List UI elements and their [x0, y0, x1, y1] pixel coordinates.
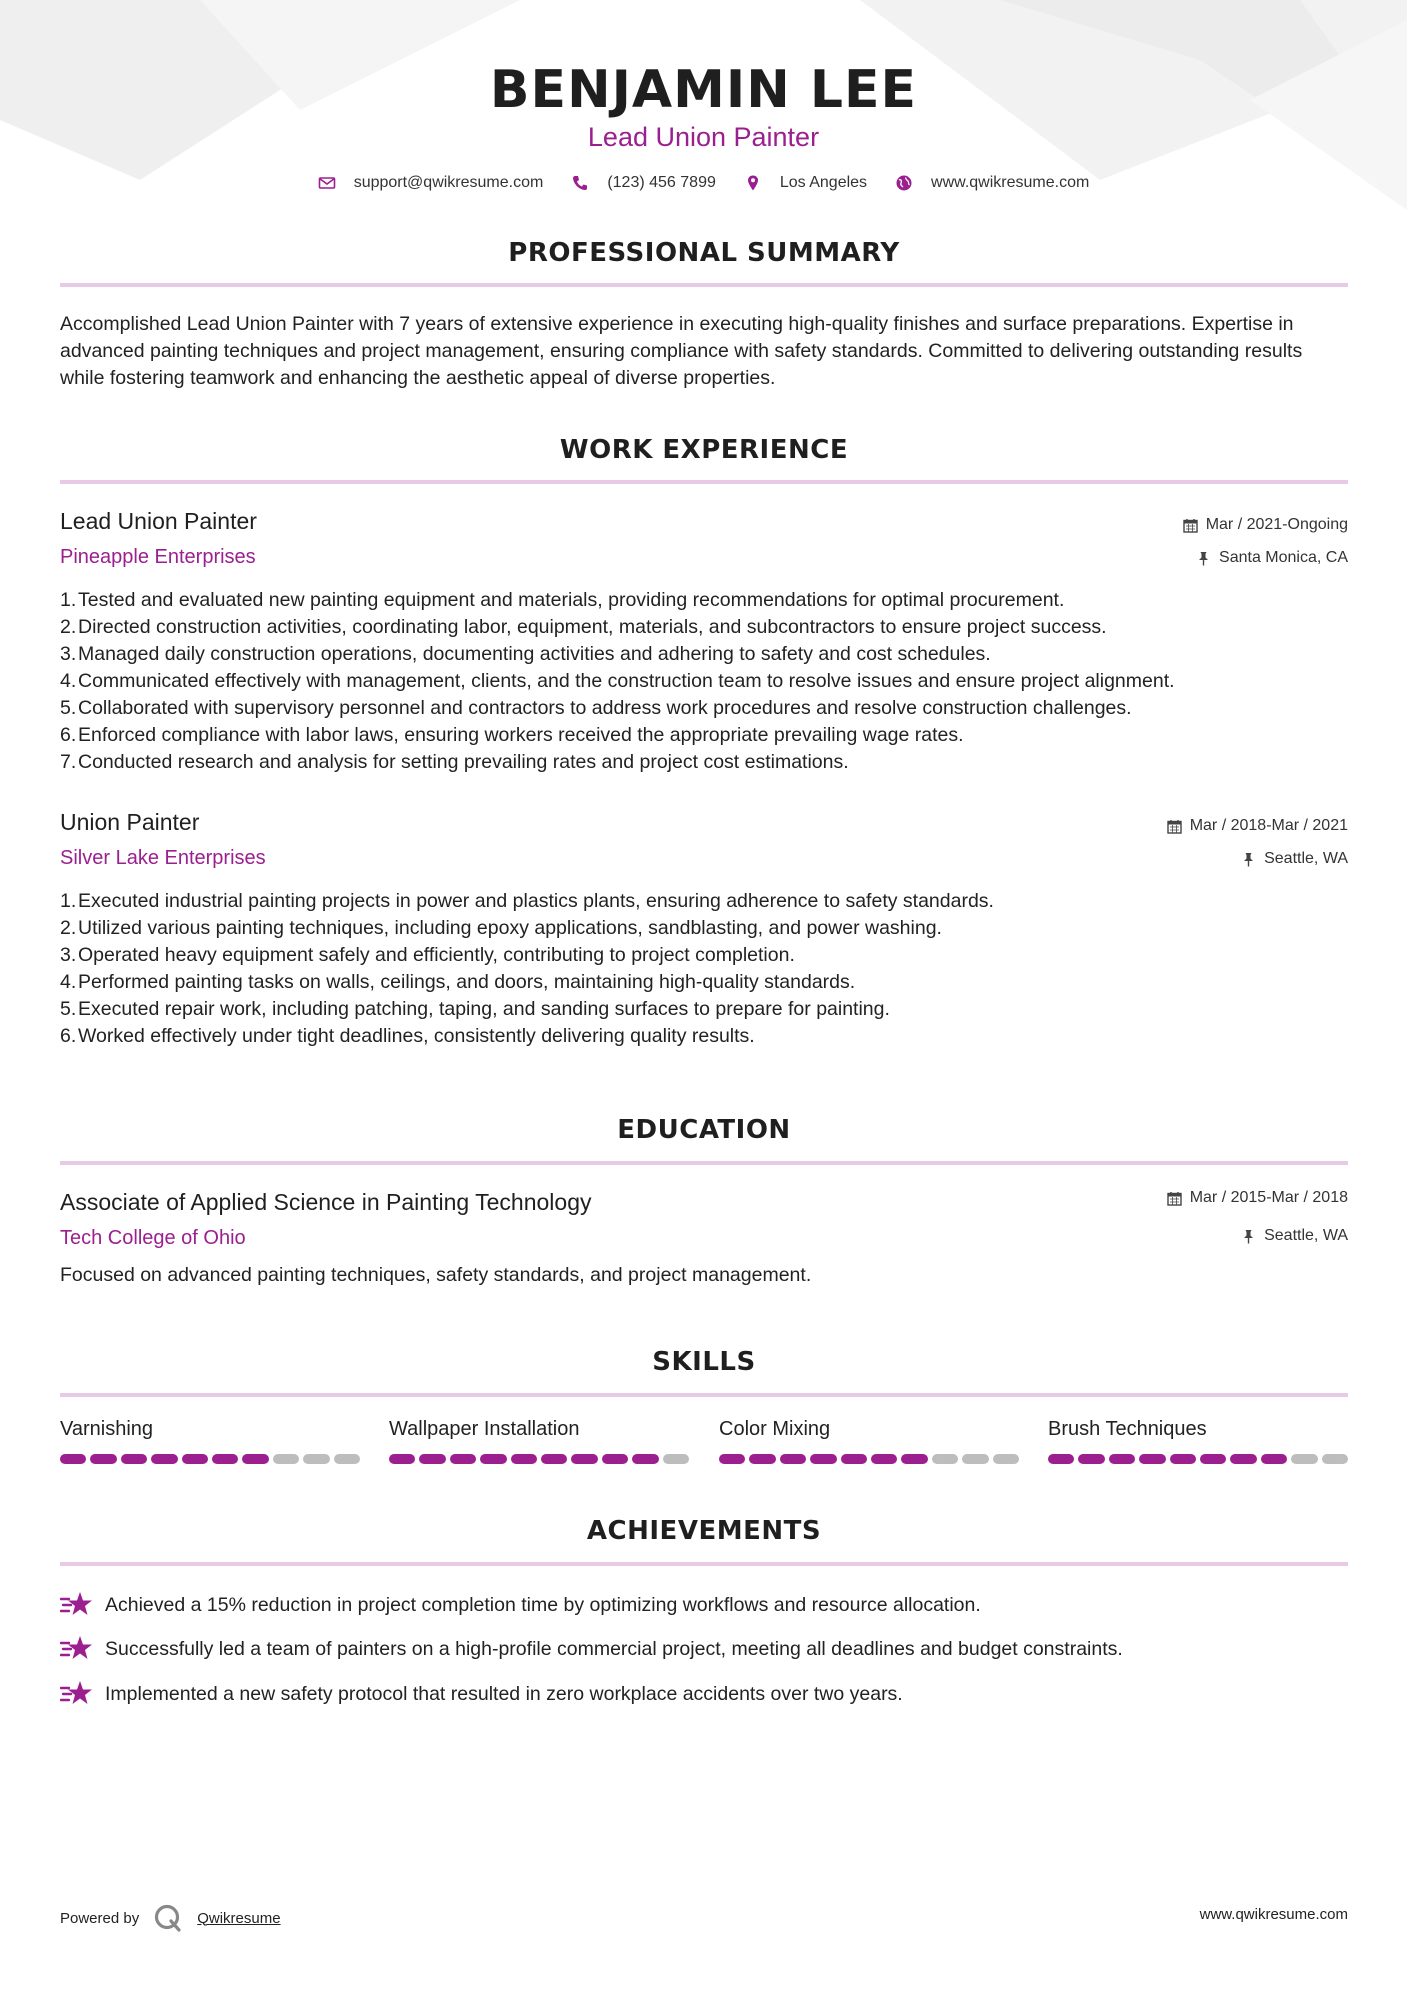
skill-level-segment-filled: [541, 1454, 567, 1464]
skill-level-segment-filled: [151, 1454, 177, 1464]
education-location-text: Seattle, WA: [1264, 1227, 1348, 1244]
skill-item: [719, 1418, 1019, 1464]
pushpin-icon: [1241, 852, 1256, 867]
list-item: 2. Utilized various painting techniques, including epoxy applications, sandblasting, and power washing.: [60, 917, 942, 939]
education-description: Focused on advanced painting techniques, safety standards, and project management.: [60, 1264, 812, 1286]
skill-name: Varnishing: [60, 1418, 154, 1440]
skill-item: [1048, 1418, 1348, 1464]
skill-level-segment-empty: [334, 1454, 360, 1464]
skill-level-segment-empty: [932, 1454, 958, 1464]
skill-level-segment-empty: [1322, 1454, 1348, 1464]
calendar-icon: [1167, 819, 1182, 834]
list-item: 7. Conducted research and analysis for setting prevailing rates and project cost estimations.: [60, 751, 849, 773]
contact-phone[interactable]: [571, 174, 716, 192]
skill-level-segment-filled: [450, 1454, 476, 1464]
skill-level-segment-filled: [182, 1454, 208, 1464]
contact-bar: [0, 174, 1407, 192]
achievement-item: [60, 1590, 981, 1620]
list-item: 3. Managed daily construction operations, documenting activities and adhering to safety and cost schedules.: [60, 643, 991, 665]
skill-level-meter: [719, 1454, 1019, 1464]
job-duties-list: [60, 888, 1350, 1050]
education-heading: EDUCATION: [617, 1115, 791, 1145]
education-location: [1241, 1227, 1348, 1245]
skill-level-segment-empty: [1291, 1454, 1317, 1464]
skill-level-meter: [389, 1454, 689, 1464]
skill-level-segment-empty: [993, 1454, 1019, 1464]
job-dates-text: Mar / 2021-Ongoing: [1205, 516, 1348, 533]
school-name: Tech College of Ohio: [60, 1227, 246, 1249]
phone-icon: [571, 174, 589, 192]
pushpin-icon: [1241, 1229, 1256, 1244]
education-divider: [60, 1161, 1348, 1165]
candidate-role: Lead Union Painter: [587, 122, 820, 152]
skills-heading: SKILLS: [652, 1347, 756, 1377]
skill-level-segment-filled: [571, 1454, 597, 1464]
job-company: Silver Lake Enterprises: [60, 847, 266, 869]
skill-level-segment-filled: [1139, 1454, 1165, 1464]
skill-level-segment-filled: [1261, 1454, 1287, 1464]
skill-level-segment-filled: [90, 1454, 116, 1464]
summary-heading: PROFESSIONAL SUMMARY: [508, 238, 900, 268]
contact-website[interactable]: [895, 174, 1089, 192]
job-company: Pineapple Enterprises: [60, 546, 256, 568]
skill-level-segment-filled: [901, 1454, 927, 1464]
summary-divider: [60, 283, 1348, 287]
skill-level-segment-filled: [511, 1454, 537, 1464]
skill-level-segment-filled: [1200, 1454, 1226, 1464]
globe-icon: [895, 174, 913, 192]
contact-email-text: support@qwikresume.com: [353, 174, 544, 191]
list-item: 3. Operated heavy equipment safely and efficiently, contributing to project completion.: [60, 944, 795, 966]
star-icon: [60, 1590, 94, 1620]
list-item: 2. Directed construction activities, coordinating labor, equipment, materials, and subcontractors to ensure project success.: [60, 616, 1107, 638]
summary-text: Accomplished Lead Union Painter with 7 years of extensive experience in executing high-quality finishes and surface preparations. Expertise in advanced painting techniques and project management, ensuring compliance with safety standards. Committed to delivering outstanding results while fostering teamwork and enhancing the aesthetic appeal of diverse properties.: [60, 313, 1303, 389]
skill-level-segment-filled: [1230, 1454, 1256, 1464]
education-dates-text: Mar / 2015-Mar / 2018: [1189, 1189, 1348, 1206]
experience-divider: [60, 480, 1348, 484]
map-marker-icon: [744, 174, 762, 192]
skill-name: Brush Techniques: [1048, 1418, 1207, 1440]
skill-level-segment-filled: [212, 1454, 238, 1464]
job-title: Lead Union Painter: [60, 508, 257, 534]
skill-level-segment-empty: [303, 1454, 329, 1464]
skill-level-segment-empty: [273, 1454, 299, 1464]
education-dates: [1167, 1189, 1348, 1207]
skill-level-segment-filled: [242, 1454, 268, 1464]
skill-level-segment-filled: [60, 1454, 86, 1464]
contact-location: [744, 174, 867, 192]
skill-level-segment-filled: [1078, 1454, 1104, 1464]
contact-location-text: Los Angeles: [779, 174, 868, 191]
list-item: 5. Executed repair work, including patching, taping, and sanding surfaces to prepare for painting.: [60, 998, 890, 1020]
skills-divider: [60, 1393, 1348, 1397]
skill-level-segment-filled: [1170, 1454, 1196, 1464]
skill-level-segment-filled: [389, 1454, 415, 1464]
list-item: 6. Worked effectively under tight deadlines, consistently delivering quality results.: [60, 1025, 755, 1047]
job-location: [1241, 850, 1348, 868]
list-item: 1. Tested and evaluated new painting equipment and materials, providing recommendations for optimal procurement.: [60, 589, 1065, 611]
skill-level-segment-empty: [663, 1454, 689, 1464]
list-item: 4. Communicated effectively with management, clients, and the construction team to resolve issues and ensure project alignment.: [60, 670, 1175, 692]
degree-title: Associate of Applied Science in Painting Technology: [60, 1189, 592, 1215]
skill-level-segment-filled: [602, 1454, 628, 1464]
contact-phone-text: (123) 456 7899: [607, 174, 716, 191]
achievement-text: Successfully led a team of painters on a high-profile commercial project, meeting all deadlines and budget constraints.: [105, 1637, 1123, 1660]
footer-website-link[interactable]: www.qwikresume.com: [1199, 1906, 1348, 1923]
powered-by: [60, 1903, 281, 1933]
skill-level-segment-filled: [1048, 1454, 1074, 1464]
qwikresume-logo-icon: [153, 1903, 183, 1933]
skill-level-segment-filled: [419, 1454, 445, 1464]
skill-level-segment-filled: [121, 1454, 147, 1464]
skill-level-segment-filled: [480, 1454, 506, 1464]
job-dates-text: Mar / 2018-Mar / 2021: [1189, 817, 1348, 834]
pushpin-icon: [1196, 551, 1211, 566]
skill-name: Wallpaper Installation: [389, 1418, 580, 1440]
list-item: 5. Collaborated with supervisory personnel and contractors to address work procedures and resolve construction challenges.: [60, 697, 1132, 719]
powered-by-label: Powered by: [60, 1909, 140, 1927]
skill-name: Color Mixing: [719, 1418, 831, 1440]
achievement-text: Achieved a 15% reduction in project completion time by optimizing workflows and resource allocation.: [105, 1593, 981, 1616]
skill-level-segment-filled: [871, 1454, 897, 1464]
skill-level-segment-filled: [841, 1454, 867, 1464]
skill-level-segment-filled: [632, 1454, 658, 1464]
candidate-name: BENJAMIN LEE: [489, 60, 918, 120]
achievement-item: [60, 1679, 903, 1709]
job-dates: [1167, 817, 1348, 835]
skill-level-segment-filled: [1109, 1454, 1135, 1464]
skill-level-segment-filled: [780, 1454, 806, 1464]
job-location-text: Seattle, WA: [1264, 850, 1348, 867]
skill-level-segment-empty: [962, 1454, 988, 1464]
achievements-divider: [60, 1562, 1348, 1566]
job-duties-list: [60, 587, 1350, 776]
skill-level-segment-filled: [719, 1454, 745, 1464]
job-title: Union Painter: [60, 809, 200, 835]
experience-heading: WORK EXPERIENCE: [559, 435, 849, 465]
achievements-heading: ACHIEVEMENTS: [586, 1516, 822, 1546]
skill-level-segment-filled: [810, 1454, 836, 1464]
star-icon: [60, 1634, 94, 1664]
achievement-text: Implemented a new safety protocol that resulted in zero workplace accidents over two years.: [105, 1682, 903, 1705]
contact-email[interactable]: [318, 174, 544, 192]
envelope-icon: [318, 174, 336, 192]
achievement-item: [60, 1634, 1123, 1664]
list-item: 1. Executed industrial painting projects in power and plastics plants, ensuring adherence to safety standards.: [60, 890, 994, 912]
list-item: 4. Performed painting tasks on walls, ceilings, and doors, maintaining high-quality standards.: [60, 971, 856, 993]
skill-level-meter: [1048, 1454, 1348, 1464]
job-dates: [1183, 516, 1348, 534]
list-item: 6. Enforced compliance with labor laws, ensuring workers received the appropriate prevailing wage rates.: [60, 724, 964, 746]
qwikresume-link[interactable]: Qwikresume: [197, 1909, 281, 1927]
calendar-icon: [1183, 518, 1198, 533]
job-location: [1196, 549, 1348, 567]
job-location-text: Santa Monica, CA: [1219, 549, 1348, 566]
skill-item: [389, 1418, 689, 1464]
star-icon: [60, 1679, 94, 1709]
calendar-icon: [1167, 1191, 1182, 1206]
contact-website-text: www.qwikresume.com: [931, 174, 1090, 191]
skill-level-meter: [60, 1454, 360, 1464]
skill-level-segment-filled: [749, 1454, 775, 1464]
skill-item: [60, 1418, 360, 1464]
